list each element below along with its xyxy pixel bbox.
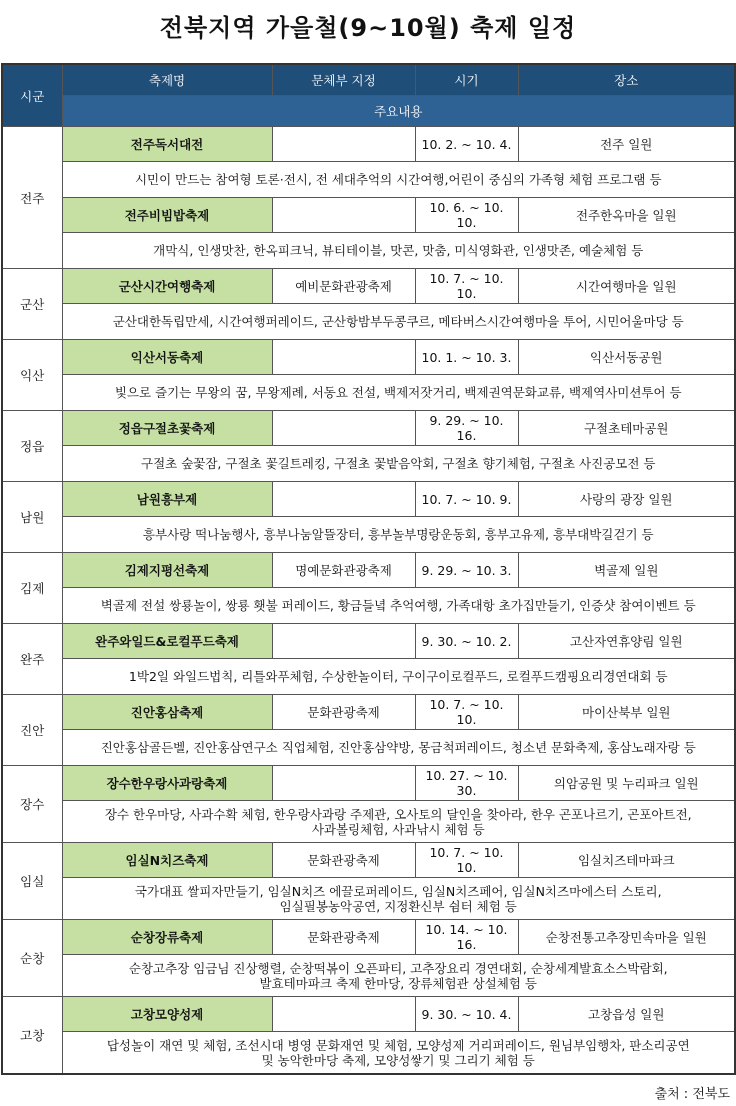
festival-content	[62, 878, 735, 920]
festival-period: 10. 1. ~ 10. 3.	[415, 340, 518, 375]
header-place: 장소	[518, 64, 735, 96]
header-content: 주요내용	[62, 96, 735, 127]
festival-content-line: 사과볼링체험, 사과낚시 체험 등	[311, 821, 485, 837]
festival-name: 전주비빔밥축제	[62, 198, 272, 233]
festival-place: 전주 일원	[518, 127, 735, 162]
region-cell: 익산	[2, 340, 62, 411]
festival-period: 10. 2. ~ 10. 4.	[415, 127, 518, 162]
festival-designation	[272, 766, 415, 801]
region-cell: 임실	[2, 843, 62, 920]
festival-content-line: 및 농악한마당 축제, 모양성쌓기 및 그리기 체험 등	[261, 1052, 535, 1068]
festival-place: 구절초테마공원	[518, 411, 735, 446]
festival-period: 10. 7. ~ 10. 9.	[415, 482, 518, 517]
festival-content: 벽골제 전설 쌍룡놀이, 쌍룡 횃불 퍼레이드, 황금들녘 추억여행, 가족대항 초가집만들기, 인증샷 참여이벤트 등	[62, 588, 735, 624]
region-cell: 정읍	[2, 411, 62, 482]
festival-content: 구절초 숲꽃잠, 구절초 꽃길트레킹, 구절초 꽃밭음악회, 구절초 향기체험, 구절초 사진공모전 등	[62, 446, 735, 482]
festival-content	[62, 955, 735, 997]
festival-designation	[272, 624, 415, 659]
festival-content-line: 답성놀이 재연 및 체험, 조선시대 병영 문화재연 및 체험, 모양성제 거리퍼레이드, 원님부임행차, 판소리공연	[106, 1037, 690, 1053]
region-cell: 장수	[2, 766, 62, 843]
festival-period: 9. 29. ~ 10. 3.	[415, 553, 518, 588]
festival-period: 9. 30. ~ 10. 4.	[415, 997, 518, 1032]
festival-content: 시민이 만드는 참여형 토론·전시, 전 세대추억의 시간여행,어린이 중심의 가족형 체험 프로그램 등	[62, 162, 735, 198]
festival-name: 장수한우랑사과랑축제	[62, 766, 272, 801]
festival-name: 전주독서대전	[62, 127, 272, 162]
festival-designation	[272, 198, 415, 233]
festival-place: 벽골제 일원	[518, 553, 735, 588]
festival-place: 익산서동공원	[518, 340, 735, 375]
festival-content: 개막식, 인생맛찬, 한옥피크닉, 뷰티테이블, 맛콘, 맛춤, 미식영화관, 인생맛존, 예술체험 등	[62, 233, 735, 269]
festival-name: 순창장류축제	[62, 920, 272, 955]
festival-name: 정읍구절초꽃축제	[62, 411, 272, 446]
region-cell: 고창	[2, 997, 62, 1075]
festival-content-line: 임실필봉농악공연, 지정환신부 쉼터 체험 등	[279, 898, 517, 914]
page-title: 전북지역 가을철(9~10월) 축제 일정	[159, 14, 577, 42]
festival-period: 10. 27. ~ 10. 30.	[415, 766, 518, 801]
festival-period: 10. 6. ~ 10. 10.	[415, 198, 518, 233]
festival-content-line: 발효테마파크 축제 한마당, 장류체험관 상설체험 등	[259, 975, 537, 991]
festival-designation	[272, 340, 415, 375]
festival-name: 고창모양성제	[62, 997, 272, 1032]
festival-designation	[272, 482, 415, 517]
festival-name: 김제지평선축제	[62, 553, 272, 588]
festival-period: 10. 7. ~ 10. 10.	[415, 843, 518, 878]
festival-designation	[272, 997, 415, 1032]
festival-content: 군산대한독립만세, 시간여행퍼레이드, 군산항밤부두콩쿠르, 메타버스시간여행마을 투어, 시민어울마당 등	[62, 304, 735, 340]
header-designation: 문체부 지정	[272, 64, 415, 96]
festival-name: 진안홍삼축제	[62, 695, 272, 730]
region-cell: 순창	[2, 920, 62, 997]
festival-name: 완주와일드&로컬푸드축제	[62, 624, 272, 659]
festival-content-line: 국가대표 쌀피자만들기, 임실N치즈 에끌로퍼레이드, 임실N치즈페어, 임실N치즈마에스터 스토리,	[134, 883, 662, 899]
festival-place: 전주한옥마을 일원	[518, 198, 735, 233]
festival-place: 고산자연휴양림 일원	[518, 624, 735, 659]
festival-name: 남원흥부제	[62, 482, 272, 517]
festival-content: 1박2일 와일드법칙, 리틀와푸체험, 수상한놀이터, 구이구이로컬푸드, 로컬푸드캠핑요리경연대회 등	[62, 659, 735, 695]
festival-place: 순창전통고추장민속마을 일원	[518, 920, 735, 955]
festival-period: 10. 7. ~ 10. 10.	[415, 269, 518, 304]
festival-place: 시간여행마을 일원	[518, 269, 735, 304]
festival-content-line: 순창고추장 임금님 진상행렬, 순창떡볶이 오픈파티, 고추장요리 경연대회, 순창세계발효소스박람회,	[128, 960, 668, 976]
region-cell: 전주	[2, 127, 62, 269]
festival-period: 9. 29. ~ 10. 16.	[415, 411, 518, 446]
region-cell: 진안	[2, 695, 62, 766]
source-note: 출처 : 전북도	[654, 1087, 730, 1102]
festival-name: 익산서동축제	[62, 340, 272, 375]
festival-content	[62, 801, 735, 843]
region-cell: 완주	[2, 624, 62, 695]
festival-designation: 문화관광축제	[272, 843, 415, 878]
festival-period: 10. 7. ~ 10. 10.	[415, 695, 518, 730]
festival-place: 임실치즈테마파크	[518, 843, 735, 878]
festival-name: 임실N치즈축제	[62, 843, 272, 878]
festival-place: 마이산북부 일원	[518, 695, 735, 730]
festival-content	[62, 1032, 735, 1075]
festival-designation: 문화관광축제	[272, 920, 415, 955]
festival-place: 사랑의 광장 일원	[518, 482, 735, 517]
festival-content-line: 장수 한우마당, 사과수확 체험, 한우랑사과랑 주제관, 오사토의 달인을 찾아라, 한우 곤포나르기, 곤포아트전,	[104, 806, 692, 822]
region-cell: 남원	[2, 482, 62, 553]
festival-content: 빛으로 즐기는 무왕의 꿈, 무왕제례, 서동요 전설, 백제저잣거리, 백제권역문화교류, 백제역사미션투어 등	[62, 375, 735, 411]
festival-table	[1, 63, 736, 1075]
festival-designation: 문화관광축제	[272, 695, 415, 730]
festival-place: 고창읍성 일원	[518, 997, 735, 1032]
festival-name: 군산시간여행축제	[62, 269, 272, 304]
festival-designation	[272, 127, 415, 162]
header-period: 시기	[415, 64, 518, 96]
header-region: 시군	[2, 64, 62, 127]
festival-period: 9. 30. ~ 10. 2.	[415, 624, 518, 659]
festival-content: 흥부사랑 떡나눔행사, 흥부나눔알뜰장터, 흥부놀부명랑운동회, 흥부고유제, 흥부대박길걷기 등	[62, 517, 735, 553]
festival-period: 10. 14. ~ 10. 16.	[415, 920, 518, 955]
festival-designation: 명예문화관광축제	[272, 553, 415, 588]
region-cell: 김제	[2, 553, 62, 624]
header-festival-name: 축제명	[62, 64, 272, 96]
region-cell: 군산	[2, 269, 62, 340]
festival-content: 진안홍삼골든벨, 진안홍삼연구소 직업체험, 진안홍삼약방, 몽금척퍼레이드, 청소년 문화축제, 홍삼노래자랑 등	[62, 730, 735, 766]
festival-designation	[272, 411, 415, 446]
festival-place: 의암공원 및 누리파크 일원	[518, 766, 735, 801]
festival-designation: 예비문화관광축제	[272, 269, 415, 304]
